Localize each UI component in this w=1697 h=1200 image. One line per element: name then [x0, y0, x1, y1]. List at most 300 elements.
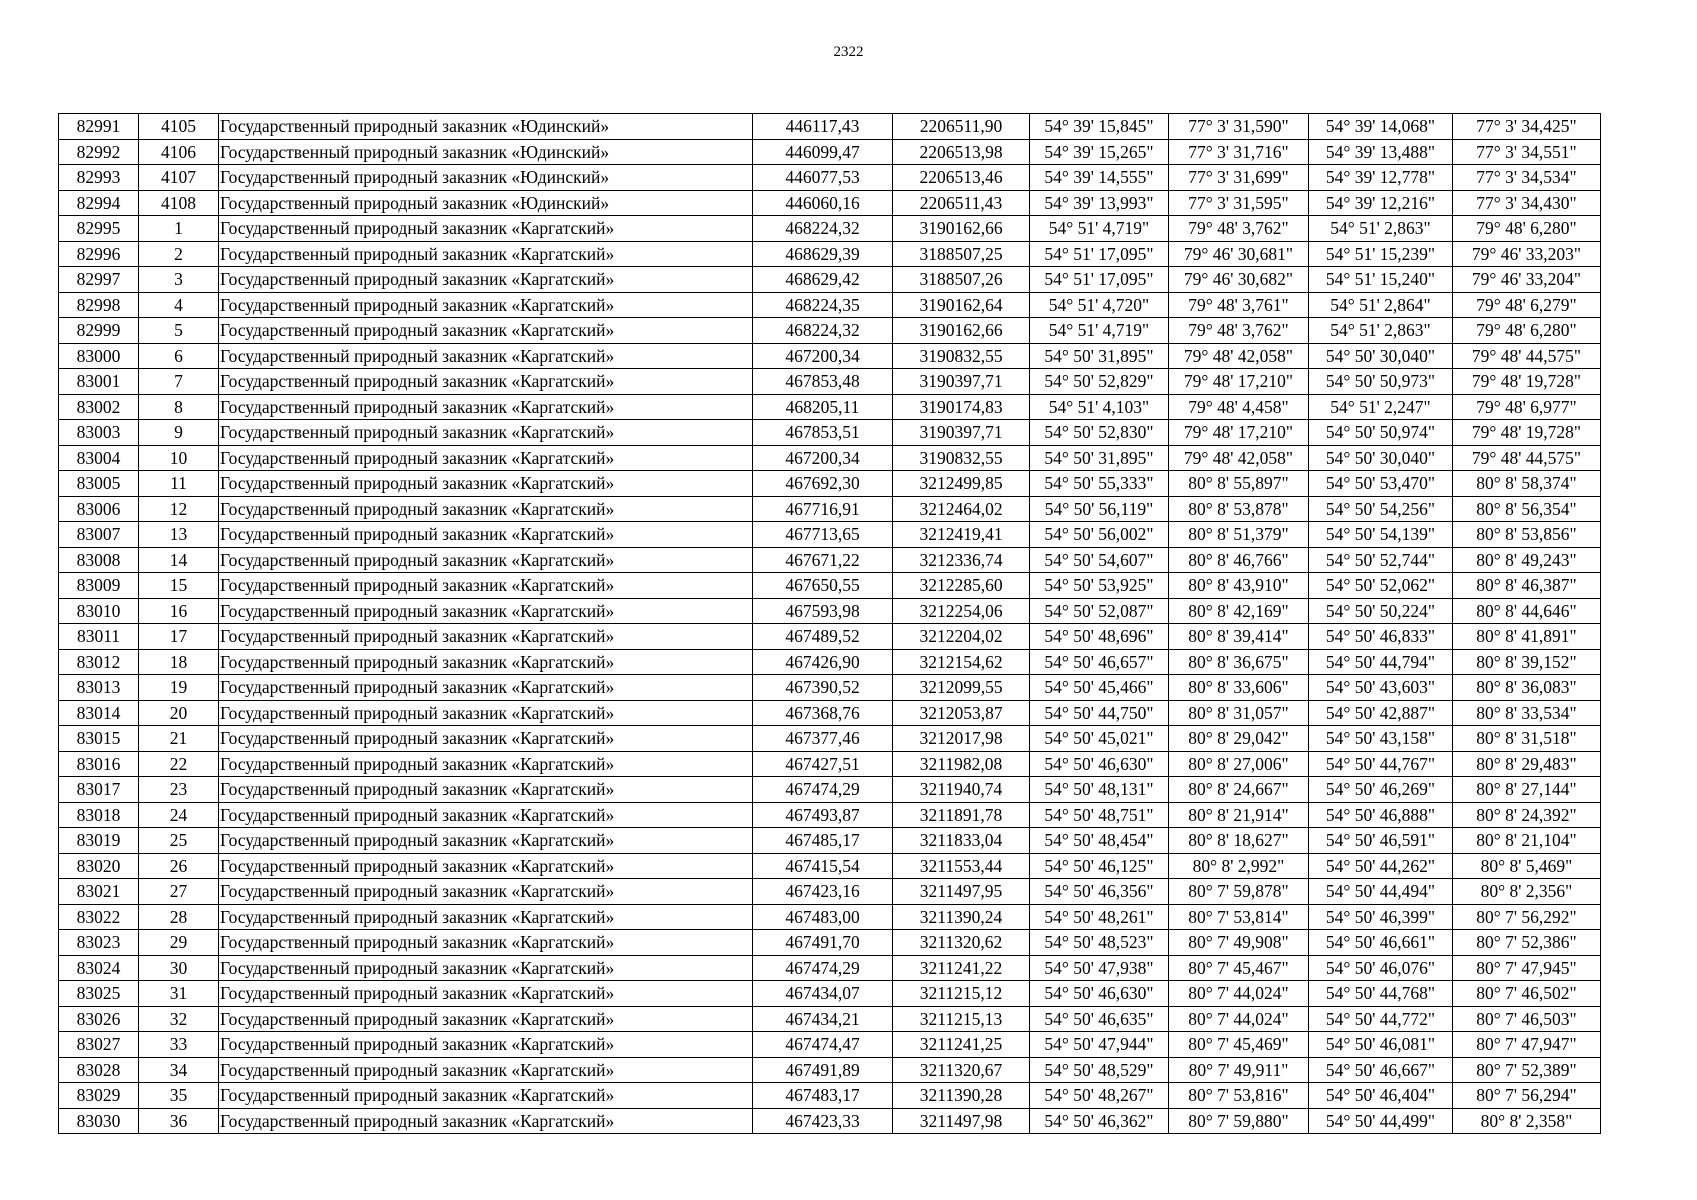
- longitude-2-cell: 80° 7' 46,502": [1453, 981, 1601, 1007]
- point-number-cell: 35: [139, 1083, 219, 1109]
- longitude-2-cell: 77° 3' 34,551": [1453, 139, 1601, 165]
- name-cell: Государственный природный заказник «Каргатский»: [219, 726, 753, 752]
- point-number-cell: 26: [139, 853, 219, 879]
- longitude-2-cell: 80° 7' 56,292": [1453, 904, 1601, 930]
- y-coordinate-cell: 3212204,02: [893, 624, 1030, 650]
- longitude-2-cell: 79° 48' 19,728": [1453, 369, 1601, 395]
- latitude-2-cell: 54° 39' 12,778": [1309, 165, 1453, 191]
- x-coordinate-cell: 467671,22: [753, 547, 893, 573]
- longitude-2-cell: 80° 8' 33,534": [1453, 700, 1601, 726]
- x-coordinate-cell: 467200,34: [753, 445, 893, 471]
- point-number-cell: 12: [139, 496, 219, 522]
- longitude-2-cell: 80° 8' 2,358": [1453, 1108, 1601, 1134]
- latitude-1-cell: 54° 50' 46,356": [1030, 879, 1169, 905]
- longitude-2-cell: 80° 8' 49,243": [1453, 547, 1601, 573]
- record-number-cell: 83012: [59, 649, 139, 675]
- latitude-1-cell: 54° 51' 4,719": [1030, 318, 1169, 344]
- latitude-1-cell: 54° 50' 45,021": [1030, 726, 1169, 752]
- latitude-1-cell: 54° 51' 4,103": [1030, 394, 1169, 420]
- table-row: [59, 369, 1601, 395]
- name-cell: Государственный природный заказник «Каргатский»: [219, 496, 753, 522]
- longitude-2-cell: 80° 8' 36,083": [1453, 675, 1601, 701]
- y-coordinate-cell: 3211215,13: [893, 1006, 1030, 1032]
- x-coordinate-cell: 467713,65: [753, 522, 893, 548]
- point-number-cell: 5: [139, 318, 219, 344]
- latitude-1-cell: 54° 39' 14,555": [1030, 165, 1169, 191]
- longitude-2-cell: 80° 7' 46,503": [1453, 1006, 1601, 1032]
- latitude-2-cell: 54° 50' 44,767": [1309, 751, 1453, 777]
- longitude-1-cell: 79° 48' 4,458": [1169, 394, 1309, 420]
- record-number-cell: 83018: [59, 802, 139, 828]
- x-coordinate-cell: 467423,16: [753, 879, 893, 905]
- longitude-1-cell: 80° 7' 45,469": [1169, 1032, 1309, 1058]
- x-coordinate-cell: 467427,51: [753, 751, 893, 777]
- table-row: [59, 1108, 1601, 1134]
- record-number-cell: 82992: [59, 139, 139, 165]
- point-number-cell: 13: [139, 522, 219, 548]
- latitude-1-cell: 54° 50' 48,529": [1030, 1057, 1169, 1083]
- name-cell: Государственный природный заказник «Каргатский»: [219, 879, 753, 905]
- point-number-cell: 23: [139, 777, 219, 803]
- x-coordinate-cell: 467415,54: [753, 853, 893, 879]
- x-coordinate-cell: 467491,70: [753, 930, 893, 956]
- record-number-cell: 83013: [59, 675, 139, 701]
- x-coordinate-cell: 467200,34: [753, 343, 893, 369]
- record-number-cell: 83011: [59, 624, 139, 650]
- longitude-1-cell: 80° 7' 53,814": [1169, 904, 1309, 930]
- longitude-2-cell: 80° 7' 47,945": [1453, 955, 1601, 981]
- name-cell: Государственный природный заказник «Каргатский»: [219, 930, 753, 956]
- name-cell: Государственный природный заказник «Каргатский»: [219, 522, 753, 548]
- longitude-1-cell: 80° 8' 42,169": [1169, 598, 1309, 624]
- latitude-2-cell: 54° 39' 14,068": [1309, 114, 1453, 140]
- latitude-2-cell: 54° 51' 2,247": [1309, 394, 1453, 420]
- x-coordinate-cell: 467483,00: [753, 904, 893, 930]
- latitude-2-cell: 54° 50' 30,040": [1309, 445, 1453, 471]
- x-coordinate-cell: 467377,46: [753, 726, 893, 752]
- name-cell: Государственный природный заказник «Каргатский»: [219, 649, 753, 675]
- latitude-2-cell: 54° 50' 54,139": [1309, 522, 1453, 548]
- table-row: [59, 649, 1601, 675]
- latitude-1-cell: 54° 50' 48,751": [1030, 802, 1169, 828]
- y-coordinate-cell: 3211497,98: [893, 1108, 1030, 1134]
- table-row: [59, 751, 1601, 777]
- latitude-1-cell: 54° 50' 48,261": [1030, 904, 1169, 930]
- latitude-1-cell: 54° 50' 55,333": [1030, 471, 1169, 497]
- longitude-1-cell: 80° 8' 55,897": [1169, 471, 1309, 497]
- name-cell: Государственный природный заказник «Каргатский»: [219, 343, 753, 369]
- latitude-1-cell: 54° 50' 48,696": [1030, 624, 1169, 650]
- point-number-cell: 15: [139, 573, 219, 599]
- longitude-1-cell: 80° 8' 36,675": [1169, 649, 1309, 675]
- name-cell: Государственный природный заказник «Каргатский»: [219, 241, 753, 267]
- latitude-2-cell: 54° 50' 42,887": [1309, 700, 1453, 726]
- y-coordinate-cell: 3190162,66: [893, 318, 1030, 344]
- record-number-cell: 83006: [59, 496, 139, 522]
- longitude-2-cell: 79° 46' 33,203": [1453, 241, 1601, 267]
- table-row: [59, 471, 1601, 497]
- latitude-1-cell: 54° 50' 46,630": [1030, 751, 1169, 777]
- longitude-2-cell: 80° 7' 52,389": [1453, 1057, 1601, 1083]
- latitude-2-cell: 54° 50' 46,404": [1309, 1083, 1453, 1109]
- name-cell: Государственный природный заказник «Каргатский»: [219, 445, 753, 471]
- table-row: [59, 1083, 1601, 1109]
- latitude-1-cell: 54° 51' 4,720": [1030, 292, 1169, 318]
- x-coordinate-cell: 467434,07: [753, 981, 893, 1007]
- record-number-cell: 82995: [59, 216, 139, 242]
- name-cell: Государственный природный заказник «Каргатский»: [219, 802, 753, 828]
- longitude-2-cell: 80° 8' 27,144": [1453, 777, 1601, 803]
- latitude-2-cell: 54° 50' 54,256": [1309, 496, 1453, 522]
- longitude-2-cell: 80° 8' 58,374": [1453, 471, 1601, 497]
- latitude-2-cell: 54° 51' 2,864": [1309, 292, 1453, 318]
- point-number-cell: 32: [139, 1006, 219, 1032]
- longitude-2-cell: 80° 8' 29,483": [1453, 751, 1601, 777]
- longitude-1-cell: 80° 8' 21,914": [1169, 802, 1309, 828]
- point-number-cell: 1: [139, 216, 219, 242]
- longitude-1-cell: 79° 48' 17,210": [1169, 369, 1309, 395]
- record-number-cell: 83015: [59, 726, 139, 752]
- point-number-cell: 16: [139, 598, 219, 624]
- latitude-2-cell: 54° 51' 15,240": [1309, 267, 1453, 293]
- latitude-2-cell: 54° 50' 52,744": [1309, 547, 1453, 573]
- name-cell: Государственный природный заказник «Каргатский»: [219, 547, 753, 573]
- table-row: [59, 904, 1601, 930]
- name-cell: Государственный природный заказник «Каргатский»: [219, 598, 753, 624]
- y-coordinate-cell: 3211320,67: [893, 1057, 1030, 1083]
- longitude-2-cell: 80° 8' 41,891": [1453, 624, 1601, 650]
- x-coordinate-cell: 467489,52: [753, 624, 893, 650]
- point-number-cell: 29: [139, 930, 219, 956]
- name-cell: Государственный природный заказник «Юдинский»: [219, 139, 753, 165]
- latitude-1-cell: 54° 50' 45,466": [1030, 675, 1169, 701]
- table-row: [59, 1006, 1601, 1032]
- latitude-2-cell: 54° 50' 50,974": [1309, 420, 1453, 446]
- record-number-cell: 83020: [59, 853, 139, 879]
- longitude-1-cell: 80° 8' 2,992": [1169, 853, 1309, 879]
- table-row: [59, 930, 1601, 956]
- y-coordinate-cell: 3211241,25: [893, 1032, 1030, 1058]
- table-row: [59, 675, 1601, 701]
- x-coordinate-cell: 467692,30: [753, 471, 893, 497]
- name-cell: Государственный природный заказник «Каргатский»: [219, 828, 753, 854]
- record-number-cell: 83021: [59, 879, 139, 905]
- longitude-2-cell: 80° 7' 56,294": [1453, 1083, 1601, 1109]
- longitude-1-cell: 80° 7' 49,908": [1169, 930, 1309, 956]
- record-number-cell: 83022: [59, 904, 139, 930]
- latitude-1-cell: 54° 50' 48,454": [1030, 828, 1169, 854]
- longitude-2-cell: 80° 8' 21,104": [1453, 828, 1601, 854]
- name-cell: Государственный природный заказник «Каргатский»: [219, 1057, 753, 1083]
- name-cell: Государственный природный заказник «Каргатский»: [219, 675, 753, 701]
- latitude-2-cell: 54° 50' 46,399": [1309, 904, 1453, 930]
- longitude-1-cell: 79° 48' 17,210": [1169, 420, 1309, 446]
- longitude-2-cell: 77° 3' 34,430": [1453, 190, 1601, 216]
- record-number-cell: 83000: [59, 343, 139, 369]
- longitude-2-cell: 80° 8' 56,354": [1453, 496, 1601, 522]
- y-coordinate-cell: 2206513,98: [893, 139, 1030, 165]
- table-row: [59, 700, 1601, 726]
- name-cell: Государственный природный заказник «Каргатский»: [219, 853, 753, 879]
- name-cell: Государственный природный заказник «Каргатский»: [219, 955, 753, 981]
- x-coordinate-cell: 467434,21: [753, 1006, 893, 1032]
- latitude-1-cell: 54° 51' 4,719": [1030, 216, 1169, 242]
- longitude-1-cell: 77° 3' 31,699": [1169, 165, 1309, 191]
- longitude-2-cell: 80° 8' 24,392": [1453, 802, 1601, 828]
- y-coordinate-cell: 3190162,64: [893, 292, 1030, 318]
- latitude-1-cell: 54° 50' 52,830": [1030, 420, 1169, 446]
- latitude-2-cell: 54° 50' 52,062": [1309, 573, 1453, 599]
- name-cell: Государственный природный заказник «Каргатский»: [219, 216, 753, 242]
- longitude-2-cell: 79° 48' 6,279": [1453, 292, 1601, 318]
- y-coordinate-cell: 2206511,43: [893, 190, 1030, 216]
- name-cell: Государственный природный заказник «Каргатский»: [219, 420, 753, 446]
- x-coordinate-cell: 467426,90: [753, 649, 893, 675]
- latitude-1-cell: 54° 39' 13,993": [1030, 190, 1169, 216]
- point-number-cell: 4108: [139, 190, 219, 216]
- latitude-1-cell: 54° 50' 56,119": [1030, 496, 1169, 522]
- table-row: [59, 190, 1601, 216]
- point-number-cell: 21: [139, 726, 219, 752]
- record-number-cell: 83030: [59, 1108, 139, 1134]
- longitude-2-cell: 77° 3' 34,534": [1453, 165, 1601, 191]
- latitude-1-cell: 54° 50' 56,002": [1030, 522, 1169, 548]
- x-coordinate-cell: 446060,16: [753, 190, 893, 216]
- latitude-1-cell: 54° 50' 47,938": [1030, 955, 1169, 981]
- record-number-cell: 83026: [59, 1006, 139, 1032]
- longitude-2-cell: 80° 8' 5,469": [1453, 853, 1601, 879]
- latitude-2-cell: 54° 50' 46,076": [1309, 955, 1453, 981]
- latitude-1-cell: 54° 50' 52,087": [1030, 598, 1169, 624]
- table-row: [59, 1057, 1601, 1083]
- y-coordinate-cell: 3212053,87: [893, 700, 1030, 726]
- longitude-2-cell: 79° 48' 44,575": [1453, 343, 1601, 369]
- table-row: [59, 598, 1601, 624]
- record-number-cell: 83001: [59, 369, 139, 395]
- y-coordinate-cell: 2206511,90: [893, 114, 1030, 140]
- x-coordinate-cell: 468629,39: [753, 241, 893, 267]
- record-number-cell: 82996: [59, 241, 139, 267]
- point-number-cell: 34: [139, 1057, 219, 1083]
- latitude-2-cell: 54° 50' 53,470": [1309, 471, 1453, 497]
- table-row: [59, 496, 1601, 522]
- longitude-1-cell: 77° 3' 31,590": [1169, 114, 1309, 140]
- point-number-cell: 4107: [139, 165, 219, 191]
- longitude-1-cell: 80° 8' 33,606": [1169, 675, 1309, 701]
- record-number-cell: 83007: [59, 522, 139, 548]
- record-number-cell: 83029: [59, 1083, 139, 1109]
- latitude-2-cell: 54° 50' 50,973": [1309, 369, 1453, 395]
- x-coordinate-cell: 467593,98: [753, 598, 893, 624]
- record-number-cell: 83008: [59, 547, 139, 573]
- x-coordinate-cell: 468205,11: [753, 394, 893, 420]
- x-coordinate-cell: 467493,87: [753, 802, 893, 828]
- y-coordinate-cell: 3212285,60: [893, 573, 1030, 599]
- longitude-1-cell: 79° 48' 3,761": [1169, 292, 1309, 318]
- y-coordinate-cell: 3190832,55: [893, 343, 1030, 369]
- y-coordinate-cell: 3212464,02: [893, 496, 1030, 522]
- y-coordinate-cell: 2206513,46: [893, 165, 1030, 191]
- y-coordinate-cell: 3190162,66: [893, 216, 1030, 242]
- name-cell: Государственный природный заказник «Каргатский»: [219, 1006, 753, 1032]
- table-row: [59, 547, 1601, 573]
- record-number-cell: 82994: [59, 190, 139, 216]
- latitude-2-cell: 54° 50' 46,269": [1309, 777, 1453, 803]
- y-coordinate-cell: 3212254,06: [893, 598, 1030, 624]
- latitude-1-cell: 54° 50' 47,944": [1030, 1032, 1169, 1058]
- name-cell: Государственный природный заказник «Каргатский»: [219, 471, 753, 497]
- longitude-2-cell: 80° 8' 2,356": [1453, 879, 1601, 905]
- name-cell: Государственный природный заказник «Юдинский»: [219, 165, 753, 191]
- y-coordinate-cell: 3212499,85: [893, 471, 1030, 497]
- longitude-1-cell: 80° 8' 29,042": [1169, 726, 1309, 752]
- point-number-cell: 11: [139, 471, 219, 497]
- longitude-1-cell: 79° 46' 30,681": [1169, 241, 1309, 267]
- table-row: [59, 139, 1601, 165]
- record-number-cell: 83002: [59, 394, 139, 420]
- latitude-2-cell: 54° 50' 44,262": [1309, 853, 1453, 879]
- point-number-cell: 30: [139, 955, 219, 981]
- name-cell: Государственный природный заказник «Каргатский»: [219, 369, 753, 395]
- latitude-2-cell: 54° 50' 30,040": [1309, 343, 1453, 369]
- table-row: [59, 216, 1601, 242]
- name-cell: Государственный природный заказник «Каргатский»: [219, 1032, 753, 1058]
- record-number-cell: 83023: [59, 930, 139, 956]
- x-coordinate-cell: 467853,48: [753, 369, 893, 395]
- record-number-cell: 83004: [59, 445, 139, 471]
- longitude-2-cell: 80° 7' 47,947": [1453, 1032, 1601, 1058]
- point-number-cell: 20: [139, 700, 219, 726]
- record-number-cell: 83024: [59, 955, 139, 981]
- record-number-cell: 83028: [59, 1057, 139, 1083]
- y-coordinate-cell: 3211390,28: [893, 1083, 1030, 1109]
- longitude-1-cell: 80° 8' 39,414": [1169, 624, 1309, 650]
- record-number-cell: 83025: [59, 981, 139, 1007]
- y-coordinate-cell: 3212017,98: [893, 726, 1030, 752]
- longitude-1-cell: 80° 7' 44,024": [1169, 981, 1309, 1007]
- name-cell: Государственный природный заказник «Юдинский»: [219, 114, 753, 140]
- y-coordinate-cell: 3188507,25: [893, 241, 1030, 267]
- longitude-2-cell: 77° 3' 34,425": [1453, 114, 1601, 140]
- name-cell: Государственный природный заказник «Каргатский»: [219, 292, 753, 318]
- name-cell: Государственный природный заказник «Каргатский»: [219, 981, 753, 1007]
- point-number-cell: 4: [139, 292, 219, 318]
- name-cell: Государственный природный заказник «Каргатский»: [219, 777, 753, 803]
- point-number-cell: 19: [139, 675, 219, 701]
- latitude-2-cell: 54° 50' 43,603": [1309, 675, 1453, 701]
- y-coordinate-cell: 3211833,04: [893, 828, 1030, 854]
- record-number-cell: 83009: [59, 573, 139, 599]
- point-number-cell: 24: [139, 802, 219, 828]
- latitude-2-cell: 54° 50' 46,661": [1309, 930, 1453, 956]
- y-coordinate-cell: 3188507,26: [893, 267, 1030, 293]
- name-cell: Государственный природный заказник «Каргатский»: [219, 751, 753, 777]
- longitude-1-cell: 80° 8' 51,379": [1169, 522, 1309, 548]
- table-row: [59, 573, 1601, 599]
- record-number-cell: 83005: [59, 471, 139, 497]
- latitude-1-cell: 54° 50' 46,657": [1030, 649, 1169, 675]
- longitude-2-cell: 80° 8' 39,152": [1453, 649, 1601, 675]
- latitude-1-cell: 54° 50' 48,267": [1030, 1083, 1169, 1109]
- latitude-2-cell: 54° 51' 2,863": [1309, 216, 1453, 242]
- longitude-1-cell: 80° 8' 46,766": [1169, 547, 1309, 573]
- longitude-2-cell: 79° 46' 33,204": [1453, 267, 1601, 293]
- latitude-2-cell: 54° 50' 50,224": [1309, 598, 1453, 624]
- record-number-cell: 82999: [59, 318, 139, 344]
- point-number-cell: 2: [139, 241, 219, 267]
- x-coordinate-cell: 467853,51: [753, 420, 893, 446]
- point-number-cell: 33: [139, 1032, 219, 1058]
- table-row: [59, 445, 1601, 471]
- latitude-1-cell: 54° 50' 31,895": [1030, 343, 1169, 369]
- longitude-1-cell: 77° 3' 31,595": [1169, 190, 1309, 216]
- name-cell: Государственный природный заказник «Каргатский»: [219, 267, 753, 293]
- y-coordinate-cell: 3212099,55: [893, 675, 1030, 701]
- x-coordinate-cell: 467423,33: [753, 1108, 893, 1134]
- longitude-1-cell: 80° 7' 59,880": [1169, 1108, 1309, 1134]
- longitude-1-cell: 80° 8' 27,006": [1169, 751, 1309, 777]
- latitude-2-cell: 54° 50' 44,794": [1309, 649, 1453, 675]
- latitude-1-cell: 54° 50' 46,630": [1030, 981, 1169, 1007]
- point-number-cell: 7: [139, 369, 219, 395]
- table-row: [59, 726, 1601, 752]
- latitude-1-cell: 54° 50' 48,523": [1030, 930, 1169, 956]
- record-number-cell: 83010: [59, 598, 139, 624]
- y-coordinate-cell: 3211940,74: [893, 777, 1030, 803]
- coordinates-table: [58, 113, 1601, 1134]
- y-coordinate-cell: 3212154,62: [893, 649, 1030, 675]
- x-coordinate-cell: 467491,89: [753, 1057, 893, 1083]
- y-coordinate-cell: 3211553,44: [893, 853, 1030, 879]
- x-coordinate-cell: 467474,29: [753, 955, 893, 981]
- page-number: 2322: [833, 44, 864, 60]
- x-coordinate-cell: 467650,55: [753, 573, 893, 599]
- x-coordinate-cell: 446117,43: [753, 114, 893, 140]
- table-row: [59, 394, 1601, 420]
- longitude-1-cell: 80° 7' 59,878": [1169, 879, 1309, 905]
- table-row: [59, 1032, 1601, 1058]
- latitude-1-cell: 54° 39' 15,845": [1030, 114, 1169, 140]
- latitude-2-cell: 54° 39' 13,488": [1309, 139, 1453, 165]
- x-coordinate-cell: 467474,29: [753, 777, 893, 803]
- x-coordinate-cell: 468629,42: [753, 267, 893, 293]
- y-coordinate-cell: 3190397,71: [893, 420, 1030, 446]
- latitude-2-cell: 54° 50' 44,772": [1309, 1006, 1453, 1032]
- latitude-1-cell: 54° 50' 46,635": [1030, 1006, 1169, 1032]
- x-coordinate-cell: 467483,17: [753, 1083, 893, 1109]
- latitude-2-cell: 54° 50' 46,833": [1309, 624, 1453, 650]
- record-number-cell: 82991: [59, 114, 139, 140]
- longitude-1-cell: 79° 48' 3,762": [1169, 216, 1309, 242]
- latitude-2-cell: 54° 50' 44,499": [1309, 1108, 1453, 1134]
- table-row: [59, 777, 1601, 803]
- x-coordinate-cell: 467368,76: [753, 700, 893, 726]
- point-number-cell: 31: [139, 981, 219, 1007]
- table-row: [59, 165, 1601, 191]
- point-number-cell: 36: [139, 1108, 219, 1134]
- table-row: [59, 267, 1601, 293]
- table-row: [59, 420, 1601, 446]
- longitude-1-cell: 80° 8' 43,910": [1169, 573, 1309, 599]
- table-row: [59, 802, 1601, 828]
- table-row: [59, 955, 1601, 981]
- longitude-1-cell: 80° 8' 18,627": [1169, 828, 1309, 854]
- record-number-cell: 83003: [59, 420, 139, 446]
- point-number-cell: 28: [139, 904, 219, 930]
- point-number-cell: 8: [139, 394, 219, 420]
- point-number-cell: 6: [139, 343, 219, 369]
- table-row: [59, 981, 1601, 1007]
